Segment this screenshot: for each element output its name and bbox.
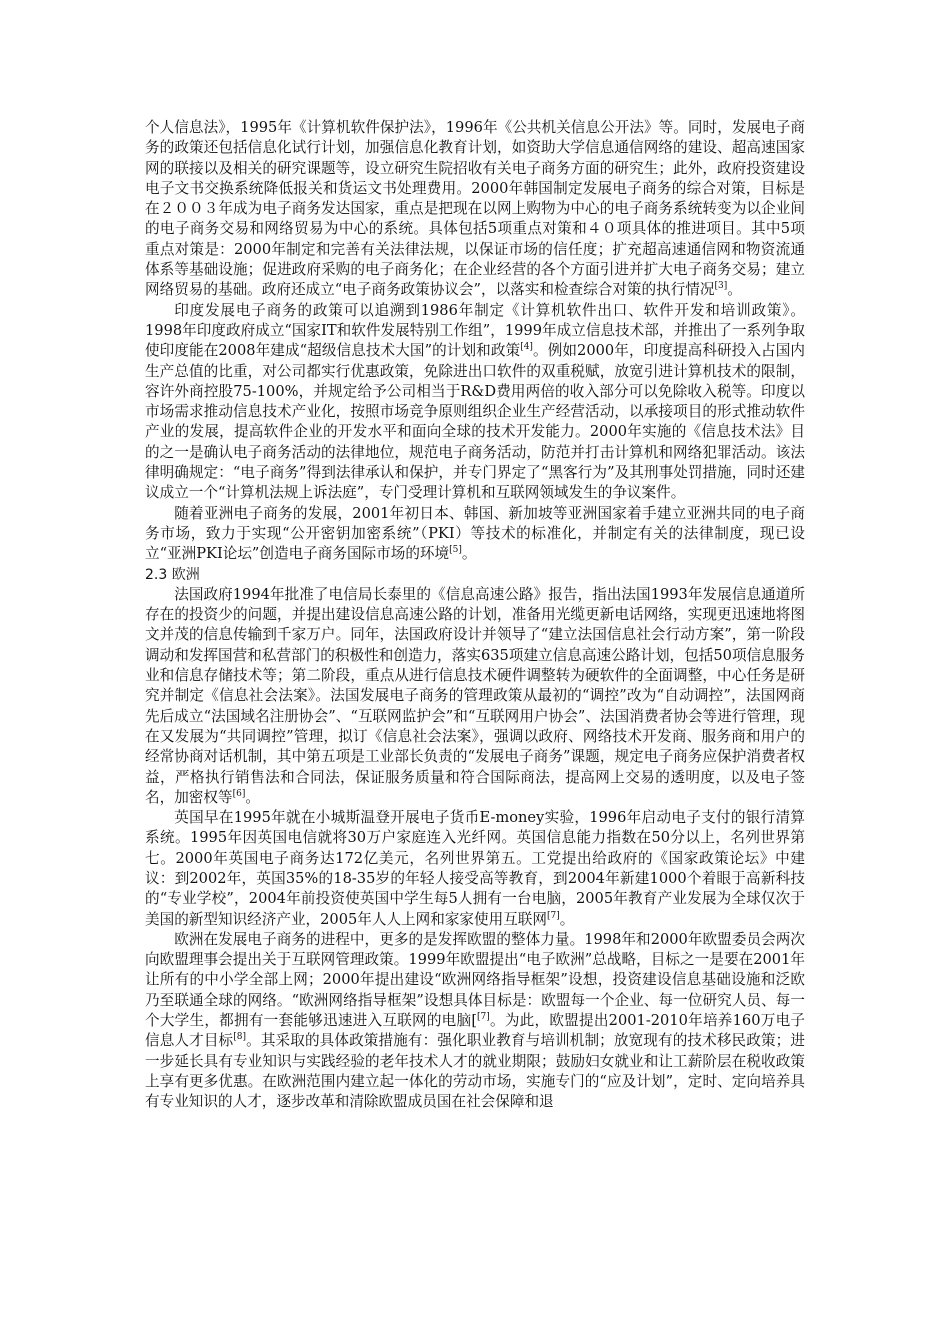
citation-ref: [7] <box>547 910 560 921</box>
paragraph-text-end: 。其采取的具体政策措施有：强化职业教育与培训机制；放宽现有的技术移民政策；进一步延长具有专业知识与实践经验的老年技术人才的就业期限；鼓励妇女就业和让工薪阶层在税收政策上享有更多优惠。在欧洲范围内建立起一体化的劳动市场，实施专门的“应及计划”，定时、定向培养具有专业知识的人才，逐步改革和清除欧盟成员国在社会保障和退 <box>145 1032 805 1111</box>
paragraph-text-end: 。例如2000年，印度提高科研投入占国内生产总值的比重，对公司都实行优惠政策，免除进出口软件的双重税赋，放宽引进计算机技术的限制，容许外商控股75-100%，并规定给予公司相当于R&D费用两倍的收入部分可以免除收入税等。印度以市场需求推动信息技术产业化，按照市场竞争原则组织企业生产经营活动，以承接项目的形式推动软件产业的发展，提高软件企业的开发水平和面向全球的技术开发能力。2000年实施的《信息技术法》目的之一是确认电子商务活动的法律地位，规范电子商务活动，防范并打击计算机和网络犯罪活动。该法律明确规定：“电子商务”得到法律承认和保护，并专门界定了“黑客行为”及其刑事处罚措施，同时还建议成立一个“计算机法规上诉法庭”，专门受理计算机和互联网领域发生的争议案件。 <box>145 342 805 502</box>
paragraph-asia <box>145 504 805 565</box>
paragraph-text: 欧洲在发展电子商务的进程中，更多的是发挥欧盟的整体力量。1998年和2000年欧盟委员会两次向欧盟理事会提出关于互联网管理政策。1999年欧盟提出“电子欧洲”总战略，目标之一是要在2001年让所有的中小学全部上网；2000年提出建设“欧洲网络指导框架”设想，投资建设信息基础设施和泛欧乃至联通全球的网络。“欧洲网络指导框架”设想具体目标是：欧盟每一个企业、每一位研究人员、每一个大学生，都拥有一套能够迅速进入互联网的电脑[ <box>145 930 805 1030</box>
paragraph-korea <box>145 118 805 301</box>
document-page <box>145 118 805 1113</box>
paragraph-text: 印度发展电子商务的政策可以追溯到1986年制定《计算机软件出口、软件开发和培训政策》。1998年印度政府成立“国家IT和软件发展特别工作组”，1999年成立信息技术部，并推出了一系列争取使印度能在2008年建成“超级信息技术大国”的计划和政策 <box>145 301 805 360</box>
paragraph-text-end: 。 <box>559 910 575 928</box>
citation-ref: [3] <box>714 281 728 292</box>
citation-ref: [7] <box>477 1012 490 1023</box>
paragraph-text: 英国早在1995年就在小城斯温登开展电子货币E-money实验，1996年启动电子支付的银行清算系统。1995年因英国电信就将30万户家庭连入光纤网。英国信息能力指数在50分以上，名列世界第七。2000年英国电子商务达172亿美元，名列世界第五。工党提出给政府的《国家政策论坛》中建议：到2002年，英国35%的18-35岁的年轻人接受高等教育，到2004年新建1000个着眼于高新科技的“专业学校”，2004年前投资使英国中学生每5人拥有一台电脑，2005年教育产业发展为全球仅次于美国的新型知识经济产业，2005年人人上网和家家使用互联网 <box>145 809 805 928</box>
paragraph-uk <box>145 808 805 930</box>
paragraph-text-end: 。 <box>727 281 742 299</box>
paragraph-text-end: 。 <box>245 788 260 806</box>
citation-ref-2: [8] <box>233 1032 247 1043</box>
paragraph-eu <box>145 930 805 1113</box>
paragraph-text: 个人信息法》，1995年《计算机软件保护法》，1996年《公共机关信息公开法》等。同时，发展电子商务的政策还包括信息化试行计划，加强信息化教育计划，如资助大学信息通信网络的建设、超高速国家网的联接以及相关的研究课题等，设立研究生院招收有关电子商务方面的研究生；此外，政府投资建设电子文书交换系统降低报关和货运文书处理费用。2000年韩国制定发展电子商务的综合对策，目标是在２００３年成为电子商务发达国家，重点是把现在以网上购物为中心的电子商务系统转变为以企业间的电子商务交易和网络贸易为中心的系统。具体包括5项重点对策和４０项具体的推进项目。其中5项重点对策是：2000年制定和完善有关法律法规，以保证市场的信任度；扩充超高速通信网和物资流通体系等基础设施；促进政府采购的电子商务化；在企业经营的各个方面引进并扩大电子商务交易；建立网络贸易的基础。政府还成立“电子商务政策协议会”，以落实和检查综合对策的执行情况 <box>145 119 805 299</box>
paragraph-text-end: 。 <box>461 545 477 563</box>
paragraph-text-mid: 。为此，欧盟提出2001-2010年培养160万电子信息人才目标 <box>145 1012 805 1050</box>
paragraph-text: 法国政府1994年批准了电信局长泰里的《信息高速公路》报告，指出法国1993年发展信息通道所存在的投资少的问题，并提出建设信息高速公路的计划，准备用光缆更新电话网络，实现更迅速地将图文并茂的信息传输到千家万户。同年，法国政府设计并领导了“建立法国信息社会行动方案”，第一阶段调动和发挥国营和私营部门的积极性和创造力，落实635项建立信息高速公路计划，包括50项信息服务业和信息存储技术等；第二阶段，重点从进行信息技术硬件调整转为硬软件的全面调整，中心任务是研究并制定《信息社会法案》。法国发展电子商务的管理政策从最初的“调控”改为“自动调控”，法国网商先后成立“法国域名注册协会”、“互联网监护会”和“互联网用户协会”、法国消费者协会等进行管理，现在又发展为“共同调控”管理，拟订《信息社会法案》，强调以政府、网络技术开发商、服务商和用户的经常协商对话机制，其中第五项是工业部长负责的“发展电子商务”课题，规定电子商务应保护消费者权益，严格执行销售法和合同法，保证服务质量和符合国际商法，提高网上交易的透明度，以及电子签名，加密权等 <box>145 585 805 806</box>
section-heading: 2.3 欧洲 <box>145 566 200 583</box>
paragraph-india <box>145 301 805 504</box>
citation-ref: [5] <box>449 545 462 556</box>
citation-ref: [4] <box>520 342 533 353</box>
citation-ref: [6] <box>232 788 246 799</box>
paragraph-text: 随着亚洲电子商务的发展，2001年初日本、韩国、新加坡等亚洲国家着手建立亚洲共同的电子商务市场，致力于实现“公开密钥加密系统”（PKI）等技术的标准化，并制定有关的法律制度，现已设立“亚洲PKI论坛”创造电子商务国际市场的环境 <box>145 504 805 563</box>
paragraph-france <box>145 585 805 808</box>
